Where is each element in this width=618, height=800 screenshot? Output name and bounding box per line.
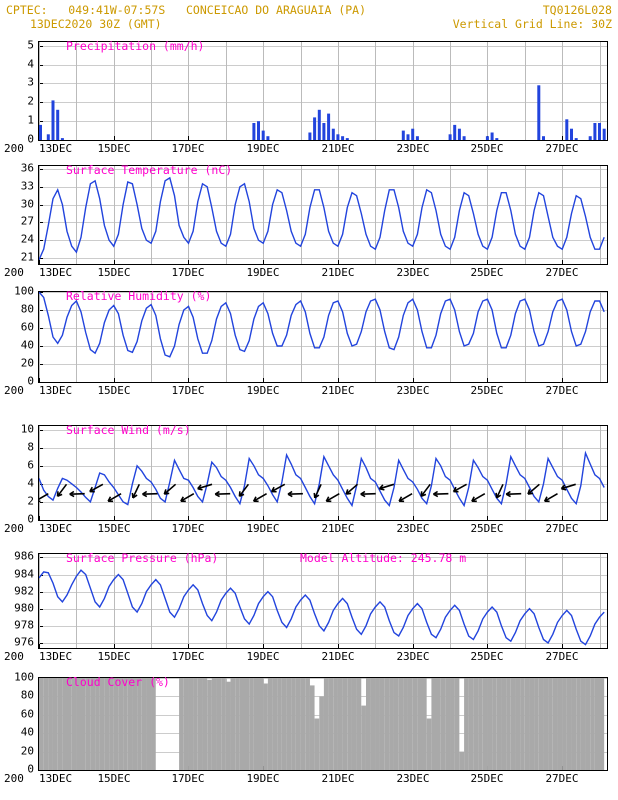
x-axis-label: 15DEC bbox=[97, 522, 131, 535]
x-axis-label: 17DEC bbox=[171, 772, 205, 785]
x-axis-label: 25DEC bbox=[470, 772, 504, 785]
tick-y bbox=[39, 140, 43, 141]
axis-corner-label: 200 bbox=[4, 384, 24, 397]
x-axis-label: 19DEC bbox=[246, 142, 280, 155]
x-axis-label: 23DEC bbox=[396, 522, 430, 535]
panel-title-wind: Surface Wind (m/s) bbox=[66, 423, 191, 437]
y-axis-label: 100 bbox=[14, 284, 34, 298]
axis-corner-label: 200 bbox=[4, 266, 24, 279]
y-axis-label: 21 bbox=[20, 250, 34, 264]
y-axis-label: 980 bbox=[14, 601, 34, 615]
y-axis-label: 80 bbox=[20, 688, 34, 702]
x-axis-label: 13DEC bbox=[39, 522, 73, 535]
panel-humidity bbox=[4, 284, 608, 397]
y-axis-label: 8 bbox=[27, 440, 34, 454]
y-axis-label: 60 bbox=[20, 707, 34, 721]
plot-area-wind bbox=[38, 425, 608, 521]
x-axis-label: 25DEC bbox=[470, 522, 504, 535]
x-axis-label: 17DEC bbox=[171, 384, 205, 397]
y-axis-label: 0 bbox=[27, 374, 34, 388]
y-axis-label: 0 bbox=[27, 762, 34, 776]
y-axis-label: 986 bbox=[14, 549, 34, 563]
panel-cloudcover bbox=[4, 670, 608, 785]
x-axis-label: 25DEC bbox=[470, 142, 504, 155]
x-axis-label: 15DEC bbox=[97, 772, 131, 785]
x-axis-label: 19DEC bbox=[246, 384, 280, 397]
y-axis-label: 982 bbox=[14, 584, 34, 598]
x-axis-label: 17DEC bbox=[171, 650, 205, 663]
panel-title-cloudcover: Cloud Cover (%) bbox=[66, 675, 170, 689]
x-axis-label: 25DEC bbox=[470, 650, 504, 663]
x-axis-label: 21DEC bbox=[321, 522, 355, 535]
x-axis-label: 23DEC bbox=[396, 772, 430, 785]
panel-title-pressure: Surface Pressure (hPa) bbox=[66, 551, 219, 565]
panel-title-humidity: Relative Humidity (%) bbox=[66, 289, 212, 303]
panel-title-temperature: Surface Temperature (nC) bbox=[66, 163, 233, 177]
wind-direction-arrows bbox=[38, 484, 576, 501]
x-axis-label: 23DEC bbox=[396, 142, 430, 155]
y-axis-label: 30 bbox=[20, 197, 34, 211]
y-axis-label: 80 bbox=[20, 302, 34, 316]
y-axis-label: 60 bbox=[20, 320, 34, 334]
panel-wind bbox=[4, 422, 608, 535]
header-station-line: CPTEC: 049:41W-07:57S CONCEICAO DO ARAGUAIA (PA) bbox=[6, 3, 367, 17]
y-axis-label: 40 bbox=[20, 338, 34, 352]
panel-pressure bbox=[4, 549, 608, 663]
x-axis-label: 13DEC bbox=[39, 650, 73, 663]
y-axis-label: 978 bbox=[14, 618, 34, 632]
axis-corner-label: 200 bbox=[4, 772, 24, 785]
x-axis-label: 13DEC bbox=[39, 142, 73, 155]
x-axis-label: 21DEC bbox=[321, 142, 355, 155]
chart-header bbox=[0, 0, 618, 40]
y-axis-label: 33 bbox=[20, 179, 34, 193]
x-axis-label: 27DEC bbox=[545, 142, 579, 155]
x-axis-label: 15DEC bbox=[97, 384, 131, 397]
gridline-h bbox=[39, 382, 607, 383]
tick-y bbox=[39, 382, 43, 383]
tick-y bbox=[39, 520, 43, 521]
panel-subtitle-pressure: Model Altitude: 245.78 m bbox=[300, 551, 467, 565]
tick-y bbox=[39, 770, 43, 771]
x-axis-label: 17DEC bbox=[171, 142, 205, 155]
x-axis-label: 13DEC bbox=[39, 384, 73, 397]
y-axis-label: 5 bbox=[27, 38, 34, 52]
y-axis-label: 0 bbox=[27, 132, 34, 146]
x-axis-label: 27DEC bbox=[545, 522, 579, 535]
x-axis-label: 21DEC bbox=[321, 772, 355, 785]
y-axis-label: 20 bbox=[20, 356, 34, 370]
plot-area-humidity bbox=[38, 291, 608, 383]
y-axis-label: 24 bbox=[20, 232, 34, 246]
x-axis-label: 21DEC bbox=[321, 266, 355, 279]
plot-area-precipitation bbox=[38, 41, 608, 141]
series-cloudcover bbox=[39, 678, 607, 770]
x-axis-label: 27DEC bbox=[545, 772, 579, 785]
x-axis-label: 13DEC bbox=[39, 772, 73, 785]
x-axis-label: 25DEC bbox=[470, 384, 504, 397]
x-axis-label: 23DEC bbox=[396, 384, 430, 397]
x-axis-label: 19DEC bbox=[246, 772, 280, 785]
y-axis-label: 0 bbox=[27, 512, 34, 526]
x-axis-label: 17DEC bbox=[171, 266, 205, 279]
axis-corner-label: 200 bbox=[4, 142, 24, 155]
x-axis-label: 25DEC bbox=[470, 266, 504, 279]
x-axis-label: 21DEC bbox=[321, 384, 355, 397]
axis-corner-label: 200 bbox=[4, 650, 24, 663]
plot-area-cloudcover bbox=[38, 677, 608, 771]
y-axis-label: 6 bbox=[27, 458, 34, 472]
x-axis-label: 23DEC bbox=[396, 266, 430, 279]
x-axis-label: 19DEC bbox=[246, 522, 280, 535]
y-axis-label: 4 bbox=[27, 476, 34, 490]
panel-precipitation bbox=[4, 38, 608, 155]
y-axis-label: 1 bbox=[27, 113, 34, 127]
series-pressure bbox=[39, 554, 607, 648]
y-axis-label: 2 bbox=[27, 494, 34, 508]
y-axis-label: 984 bbox=[14, 567, 34, 581]
y-axis-label: 20 bbox=[20, 744, 34, 758]
x-axis-label: 27DEC bbox=[545, 650, 579, 663]
y-axis-label: 10 bbox=[20, 422, 34, 436]
x-axis-label: 15DEC bbox=[97, 650, 131, 663]
panel-temperature bbox=[4, 161, 608, 279]
x-axis-label: 19DEC bbox=[246, 650, 280, 663]
y-axis-label: 4 bbox=[27, 57, 34, 71]
axis-corner-label: 200 bbox=[4, 522, 24, 535]
x-axis-label: 15DEC bbox=[97, 142, 131, 155]
x-axis-label: 19DEC bbox=[246, 266, 280, 279]
x-axis-label: 15DEC bbox=[97, 266, 131, 279]
series-humidity bbox=[39, 292, 607, 382]
series-temperature bbox=[39, 166, 607, 264]
y-axis-label: 36 bbox=[20, 161, 34, 175]
y-axis-label: 976 bbox=[14, 635, 34, 649]
y-axis-label: 2 bbox=[27, 94, 34, 108]
y-axis-label: 100 bbox=[14, 670, 34, 684]
x-axis-label: 27DEC bbox=[545, 384, 579, 397]
y-axis-label: 40 bbox=[20, 725, 34, 739]
gridline-h bbox=[39, 140, 607, 141]
x-axis-label: 27DEC bbox=[545, 266, 579, 279]
y-axis-label: 27 bbox=[20, 214, 34, 228]
plot-area-pressure bbox=[38, 553, 608, 649]
y-axis-label: 3 bbox=[27, 75, 34, 89]
gridline-h bbox=[39, 770, 607, 771]
header-date-line: 13DEC2020 30Z (GMT) bbox=[30, 17, 162, 31]
x-axis-label: 21DEC bbox=[321, 650, 355, 663]
series-precipitation bbox=[39, 42, 607, 140]
gridline-h bbox=[39, 520, 607, 521]
header-model-id: TQ0126L028 bbox=[542, 3, 612, 17]
x-axis-label: 23DEC bbox=[396, 650, 430, 663]
x-axis-label: 17DEC bbox=[171, 522, 205, 535]
plot-area-temperature bbox=[38, 165, 608, 265]
series-wind bbox=[39, 426, 607, 520]
x-axis-label: 13DEC bbox=[39, 266, 73, 279]
panel-title-precipitation: Precipitation (mm/h) bbox=[66, 39, 205, 53]
header-grid-note: Vertical Grid Line: 30Z bbox=[452, 17, 612, 31]
